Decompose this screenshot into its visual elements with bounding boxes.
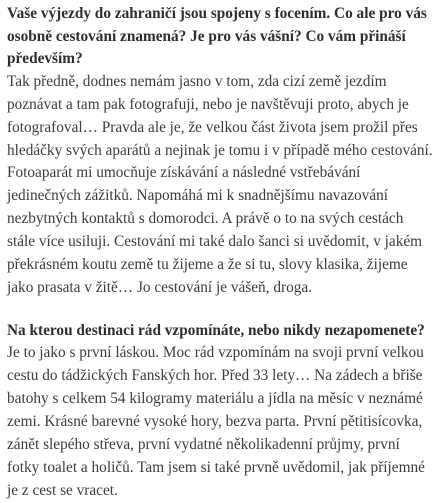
interview-block: [7, 320, 433, 503]
interview-block: [7, 3, 433, 300]
interview-question: Na kterou destinaci rád vzpomínáte, nebo nikdy nezapomenete?: [7, 321, 425, 339]
interview-answer: Tak předně, dodnes nemám jasno v tom, zda cizí země jezdím poznávat a tam pak fotografuji, nebo je navštěvuji proto, abych je fotografoval… Pravda ale je, že velkou část života jsem prožil přes hledáčky svých aparátů a nejinak je tomu i v případě mého cestování. Fotoaparát mi umocňuje získávání a následné vstřebávání jedinečných zážitků. Napomáhá mi k snadnějšímu navazování nezbytných kontaktů s domorodci. A právě o to na svých cestách stále více usiluji. Cestování mi také dalo šanci si uvědomit, v jakém překrásném koutu země tu žijeme a že si tu, slovy klasika, žijeme jako prasata v žitě… Jo cestování je vášeň, droga.: [7, 72, 433, 296]
interview-question: Vaše výjezdy do zahraničí jsou spojeny s focením. Co ale pro vás osobně cestování znamená? Je pro vás vášní? Co vám přináší především?: [7, 5, 427, 68]
interview-answer: Je to jako s první láskou. Moc rád vzpomínám na svoji první velkou cestu do tádžických Fanských hor. Před 33 lety… Na zádech a břiše batohy s celkem 54 kilogramy materiálu a jídla na měsíc v neznámé zemi. Krásné barevné vysoké hory, bezva parta. První pětitisícovka, zánět slepého střeva, první vydatné několikadenní průjmy, první fotky toalet a holičů. Tam jsem si také prvně uvědomil, jak příjemné je z cest se vracet.: [7, 344, 425, 499]
interview-article: [7, 3, 433, 503]
